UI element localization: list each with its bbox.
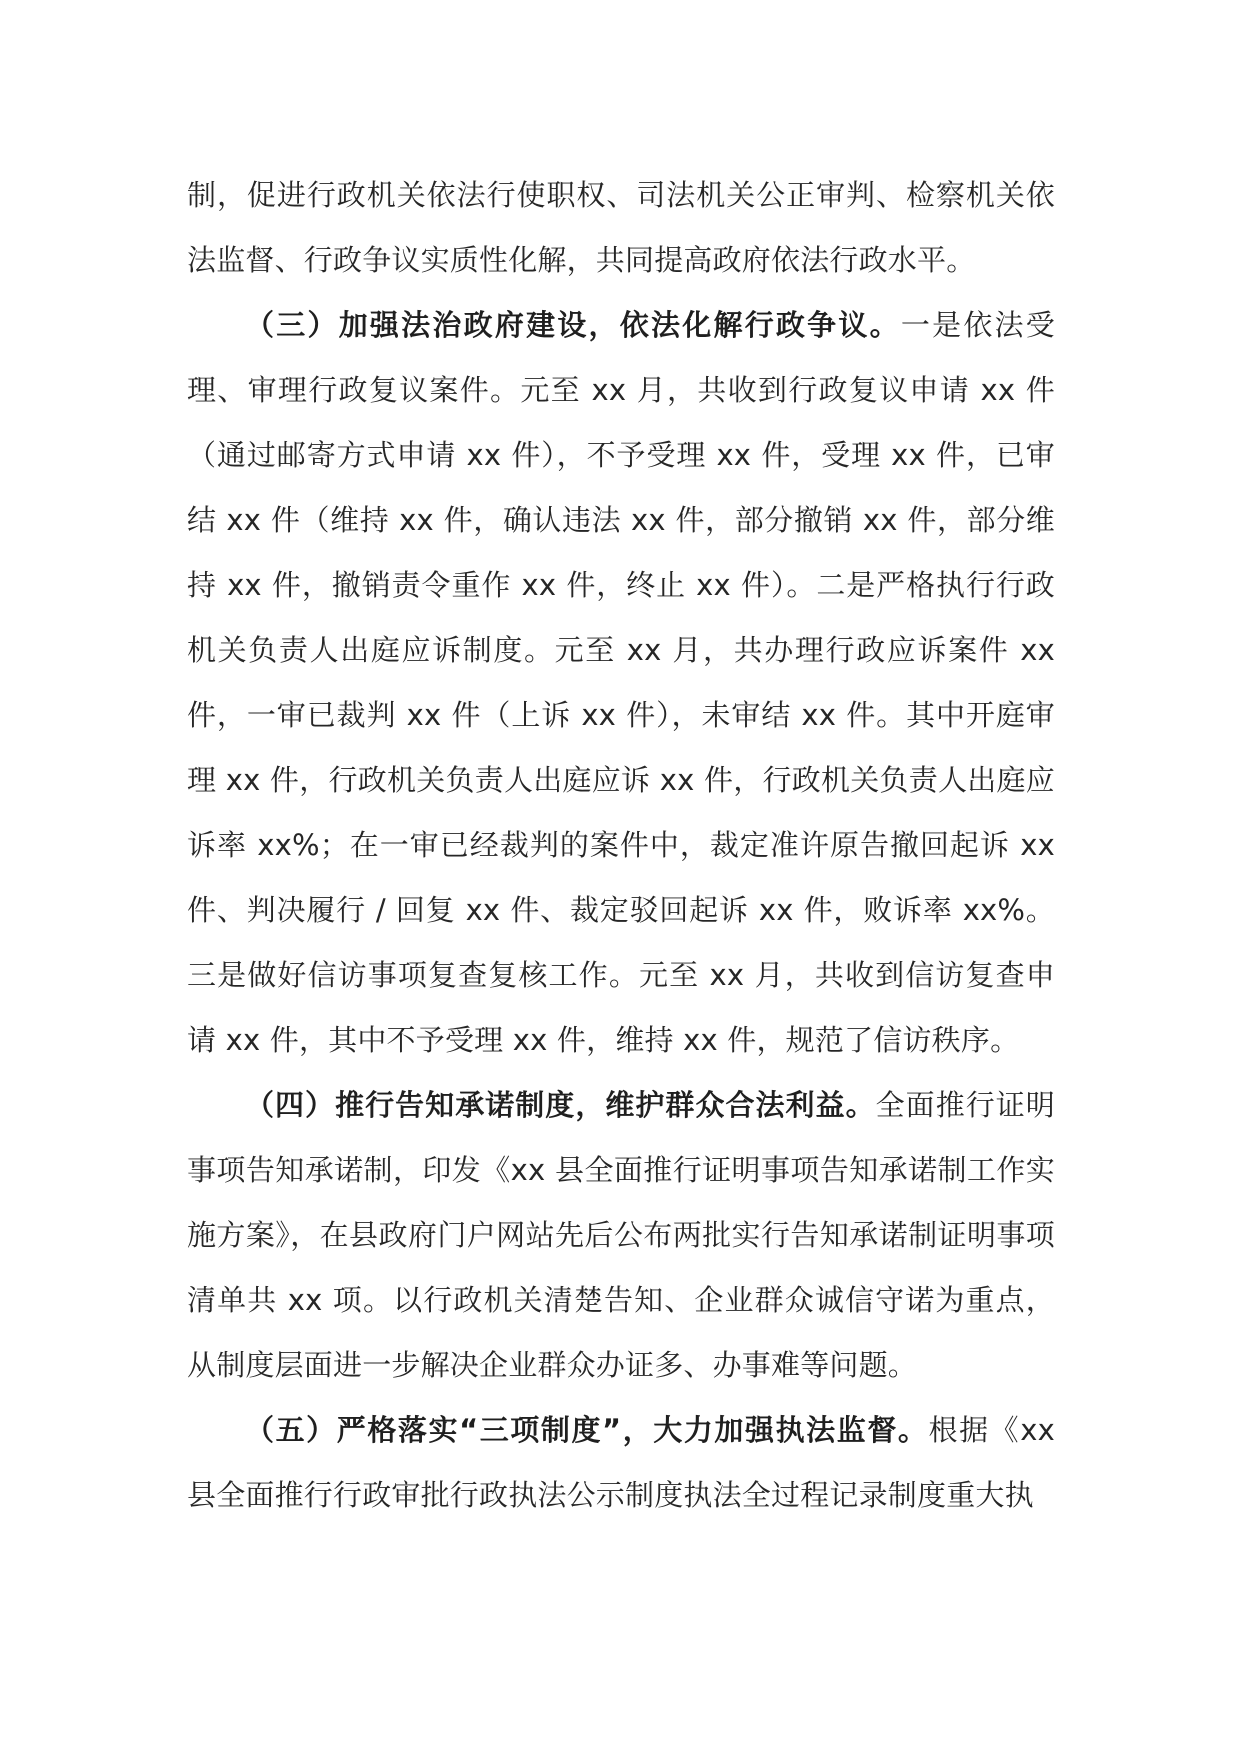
paragraph-text: 根据《xx 县全面推行行政审批行政执法公示制度执法全过程记录制度重大执 bbox=[187, 1413, 1055, 1512]
section-heading-4: （四）推行告知承诺制度，维护群众合法利益。 bbox=[245, 1088, 876, 1122]
paragraph-text: 一是依法受理、审理行政复议案件。元至 xx 月，共收到行政复议申请 xx 件（通过邮寄方式申请 xx 件），不予受理 xx 件，受理 xx 件，已审结 xx 件（维持 xx 件，确认违法 xx 件，部分撤销 xx 件，部分维持 xx 件，撤销责令重作 xx 件，终止 xx 件）。二是严格执行行政机关负责人出庭应诉制度。元至 xx 月，共办理行政应诉案件 xx 件，一审已裁判 xx 件（上诉 xx 件），未审结 xx 件。其中开庭审理 xx 件，行政机关负责人出庭应诉 xx 件，行政机关负责人出庭应诉率 xx%；在一审已经裁判的案件中，裁定准许原告撤回起诉 xx 件、判决履行 / 回复 xx 件、裁定驳回起诉 xx 件，败诉率 xx%。三是做好信访事项复查复核工作。元至 xx 月，共收到信访复查申请 xx 件，其中不予受理 xx 件，维持 xx 件，规范了信访秩序。 bbox=[187, 308, 1055, 1057]
paragraph-continuation bbox=[187, 163, 1055, 293]
paragraph-text: 制，促进行政机关依法行使职权、司法机关公正审判、检察机关依法监督、行政争议实质性化解，共同提高政府依法行政水平。 bbox=[187, 178, 1055, 277]
paragraph-section-4 bbox=[187, 1073, 1055, 1398]
paragraph-section-5 bbox=[187, 1398, 1055, 1528]
paragraph-section-3 bbox=[187, 293, 1055, 1073]
section-heading-3: （三）加强法治政府建设，依法化解行政争议。 bbox=[245, 308, 901, 342]
paragraph-text: 全面推行证明事项告知承诺制，印发《xx 县全面推行证明事项告知承诺制工作实施方案》，在县政府门户网站先后公布两批实行告知承诺制证明事项清单共 xx 项。以行政机关清楚告知、企业群众诚信守诺为重点，从制度层面进一步解决企业群众办证多、办事难等问题。 bbox=[187, 1088, 1056, 1382]
document-body bbox=[187, 163, 1055, 1528]
section-heading-5: （五）严格落实“三项制度”，大力加强执法监督。 bbox=[245, 1413, 929, 1447]
